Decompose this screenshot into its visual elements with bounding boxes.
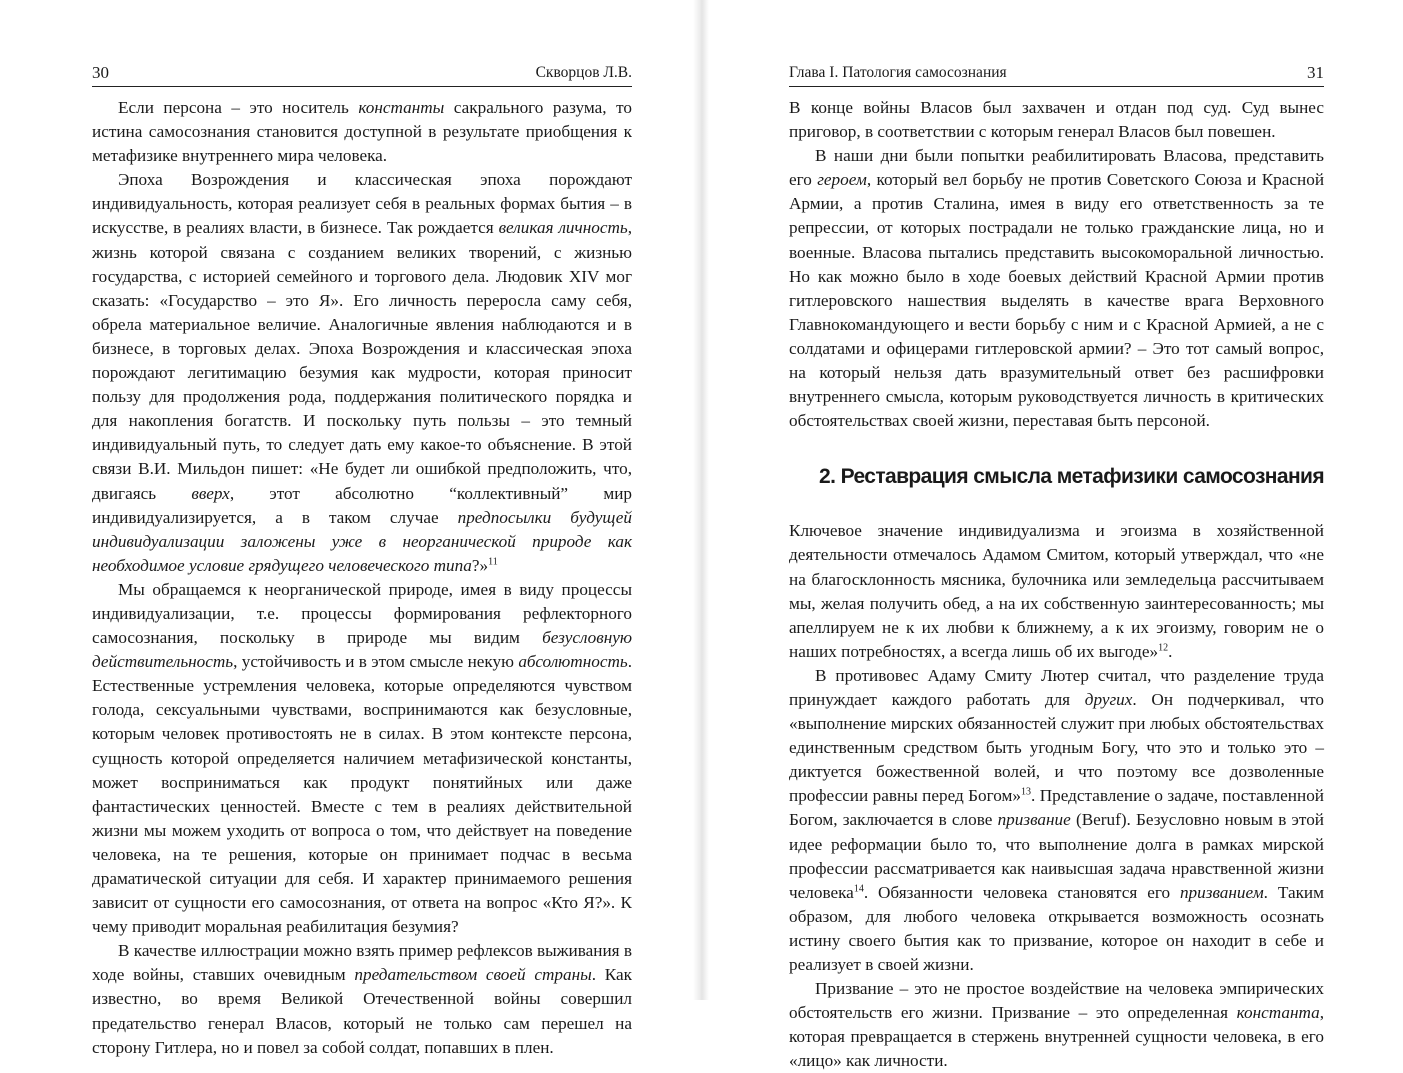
right-running-head [789,62,1324,87]
text-run: . Обязанности человека становятся его [863,882,1180,902]
text-run: Ключевое значение индивидуализма и эгоизма в хозяйственной деятельности отмечалось Адамом Смитом, который утверждал, что «не на благосклонность мясника, булочника или земледельца рассчитываем мы, желая получить обед, а на их собственную заинтересованность; мы апеллируем не к их любви к ближнему, а к их эгоизму, говорим не о наших потребностях, а всегда лишь об их выгоде» [789,521,1324,661]
text-run: ?» [471,555,489,575]
text-run: В конце войны Власов был захвачен и отдан под суд. Суд вынес приговор, в соответствии с которым генерал Власов был повешен. [789,98,1324,142]
footnote-ref: 11 [488,556,498,568]
italic-text: предательством своей страны [354,965,592,985]
paragraph [789,519,1324,664]
right-running-title: Глава I. Патология самосознания [789,64,1007,81]
book-gutter [693,0,709,1000]
left-page-text [92,96,632,1060]
text-run: . [1168,641,1173,661]
right-text-after [789,519,1324,1073]
text-run: Если персона – это носитель [118,98,359,117]
text-run: . Таким образом, для любого человека открывается возможность осознать истину своего бытия как то призвание, которое он находит в себе и реализует в своей жизни. [789,882,1325,974]
paragraph [789,96,1324,144]
text-run: , жизнь которой связана с созданием великих творений, с жизнью государства, с историей семейного и торгового дела. Людовик XIV мог сказать: «Государство – это Я». Его личность переросла саму себя, обрела материальное величие. Аналогичные явления наблюдаются и в бизнесе, в торговых делах. Эпоха Возрождения и классическая эпоха порождают легитимацию безумия как мудрости, которая приносит пользу для продолжения рода, поддержания политического порядка и для накопления богатств. И поскольку путь пользы – это темный индивидуальный путь, то следует дать ему какое-то объяснение. В этой связи В.И. Мильдон пишет: «Не будет ли ошибкой предположить, что, двигаясь [92,218,633,503]
italic-text: константы [358,98,445,117]
italic-text: вверх [191,483,230,503]
text-run: Призвание – это не простое воздействие на человека эмпирических обстоятельств его жизни. Призвание – это определенная [789,979,1324,1023]
paragraph [789,664,1324,977]
right-page-number: 31 [1307,63,1324,82]
text-run: , которая превращается в стержень внутренней сущности человека, в его «лицо» как личности. [789,1003,1324,1071]
left-running-title: Скворцов Л.В. [535,64,632,81]
italic-text: константа [1236,1003,1320,1023]
right-text-before [789,96,1324,433]
left-running-head [92,62,632,87]
text-run: Мы обращаемся к неорганической природе, имея в виду процессы индивидуализации, т.е. процессы формирования рефлекторного самосознания, поскольку в природе мы видим [92,579,632,648]
text-run: , который вел борьбу не против Советского Союза и Красной Армии, а против Сталина, имея в виду его ответственность за те репрессии, от которых пострадали не только гражданские лица, но и военные. Власова пытались представить высокоморальной личностью. Но как можно было в ходе боевых действий Красной Армии против гитлеровского нашествия выделять в качестве врага Верховного Главнокомандующего и вести борьбу с ним и с Красной Армией, а не с солдатами и офицерами гитлеровской армии? – Это тот самый вопрос, на который нельзя дать вразумительный ответ без расшифровки внутреннего смысла, которым руководствуется личность в критических обстоятельствах своей жизни, переставая быть персоной. [789,170,1325,431]
paragraph [789,977,1324,1073]
text-run: , устойчивость и в этом смысле некую [233,652,519,672]
paragraph [92,96,632,168]
italic-text: безусловную действительность [92,628,632,672]
text-run: (Beruf). Безусловно новым в этой идее реформации было то, что выполнение долга в рамках мирской профессии рассматривается как наивысшая задача нравственной жизни человека [789,810,1324,902]
footnote-ref: 12 [1158,642,1169,654]
text-run: В наши дни были попытки реабилитировать Власова, представить его [789,146,1324,190]
left-page-number: 30 [92,63,109,82]
text-run: сакрального разума, то истина самосознания становится доступной в результате приобщения к метафизике внутреннего мира человека. [92,98,632,166]
right-page [789,0,1325,1071]
text-run: . Представление о задаче, поставленной Богом, заключается в слове [789,786,1324,830]
italic-text: абсолютность [518,652,628,672]
italic-text: героем [817,170,867,190]
italic-text: великая личность [498,218,628,238]
italic-text: призвание [997,810,1071,830]
section-heading: 2. Реставрация смысла метафизики самосознания [819,465,1324,489]
paragraph [92,578,632,939]
paragraph [789,144,1324,433]
footnote-ref: 13 [1020,786,1031,798]
italic-text: других [1084,689,1133,709]
italic-text: призванием [1179,882,1264,902]
left-page [92,0,633,1057]
italic-text: предпосылки будущей индивидуализации заложены уже в неорганической природе как необходимое условие грядущего человеческого типа [92,507,632,575]
text-run: . Как известно, во время Великой Отечественной войны совершил предательство генерал Власов, который не только сам перешел на сторону Гитлера, но и повел за собой солдат, попавших в плен. [92,965,632,1057]
text-run: В качестве иллюстрации можно взять пример рефлексов выживания в ходе войны, ставших очевидным [92,941,632,985]
paragraph [92,168,632,578]
footnote-ref: 14 [853,882,864,894]
text-run: Эпоха Возрождения и классическая эпоха порождают индивидуальность, которая реализует себя в реальных формах бытия – в искусстве, в реалиях власти, в бизнесе. Так рождается [92,170,632,238]
text-run: . Естественные устремления человека, которые определяются чувством голода, сексуальными чувствами, воспринимаются как безусловные, которым человек противостоять не в силах. В этом контексте персона, сущность которой определяется наличием метафизической константы, может восприниматься как продукт понятийных или даже фантастических ценностей. Вместе с тем в реалиях действительной жизни мы можем уходить от вопроса о том, что действует на поведение человека, на те решения, которые он принимает подчас в весьма драматической ситуации для себя. И характер принимаемого решения зависит от сущности его самосознания, от ответа на вопрос «Кто Я?». К чему приводит моральная реабилитация безумия? [92,652,632,937]
text-run: В противовес Адаму Смиту Лютер считал, что разделение труда принуждает каждого работать для [789,665,1324,709]
text-run: , этот абсолютно “коллективный” мир индивидуализируется, а в таком случае [92,483,632,527]
text-run: . Он подчеркивал, что «выполнение мирских обязанностей служит при любых обстоятельствах единственным средством быть угодным Богу, что это и только это – диктуется божественной волей, и что поэтому все дозволенные профессии равны перед Богом» [789,689,1324,806]
right-page-text [789,96,1324,1073]
